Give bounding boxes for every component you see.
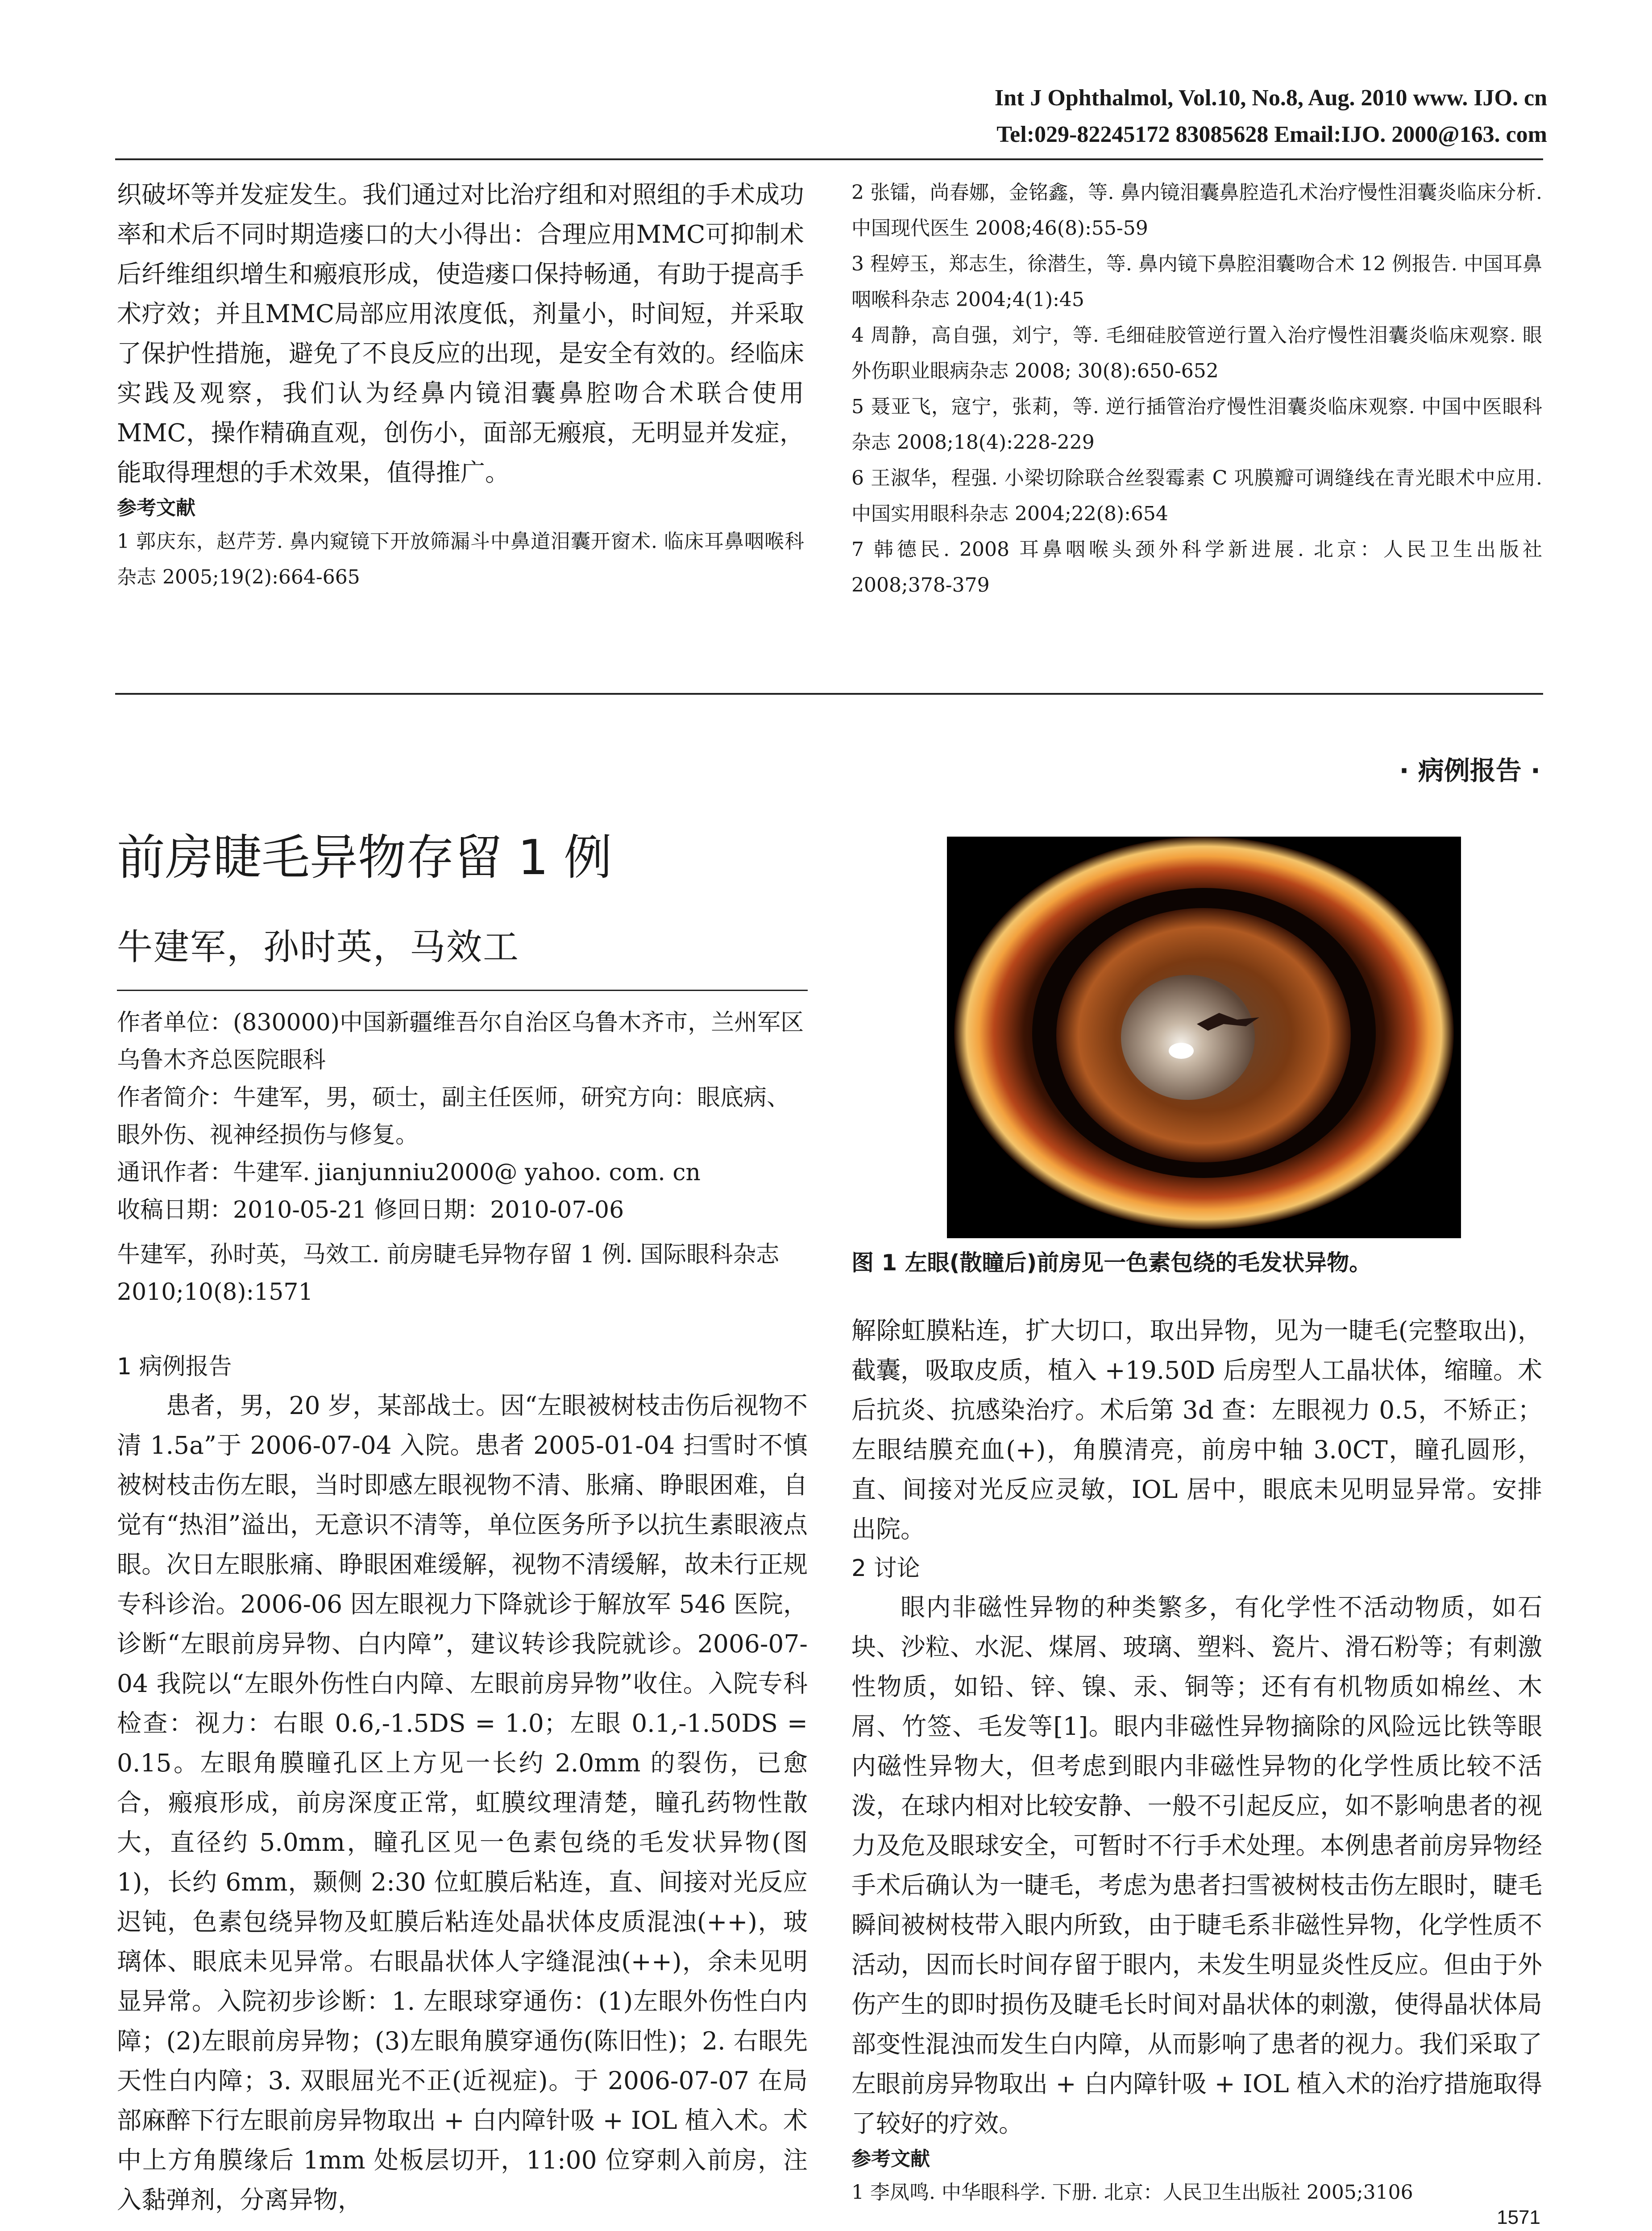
author-meta xyxy=(117,1004,808,1229)
prev-article-left-column xyxy=(117,175,804,595)
journal-header-line1: Int J Ophthalmol, Vol.10, No.8, Aug. 2010 www. IJO. cn xyxy=(994,85,1547,111)
case-report-continued: 解除虹膜粘连，扩大切口，取出异物，见为一睫毛(完整取出)，截囊，吸取皮质，植入 +19.50D 后房型人工晶状体，缩瞳。术后抗炎、抗感染治疗。术后第 3d 查：左眼视力 0.5，不矫正；左眼结膜充血(+)，角膜清亮，前房中轴 3.0CT，瞳孔圆形，直、间接对光反应灵敏，IOL 居中，眼底未见明显异常。安排出院。 xyxy=(851,1316,1542,1543)
page-number: 1571 xyxy=(1497,2206,1540,2228)
article-authors: 牛建军，孙时英，马效工 xyxy=(117,926,519,968)
prev-article-paragraph: 织破坏等并发症发生。我们通过对比治疗组和对照组的手术成功率和术后不同时期造瘘口的大小得出：合理应用MMC可抑制术后纤维组织增生和瘢痕形成，使造瘘口保持畅通，有助于提高手术疗效；并且MMC局部应用浓度低，剂量小，时间短，并采取了保护性措施，避免了不良反应的出现，是安全有效的。经临床实践及观察，我们认为经鼻内镜泪囊鼻腔吻合术联合使用MMC，操作精确直观，创伤小，面部无瘢痕，无明显并发症，能取得理想的手术效果，值得推广。 xyxy=(117,180,805,487)
author-affiliation: 作者单位：(830000)中国新疆维吾尔自治区乌鲁木齐市，兰州军区乌鲁木齐总医院眼科 xyxy=(117,1009,804,1074)
meta-rule xyxy=(117,990,808,991)
article-separator-rule xyxy=(115,693,1543,695)
section-heading-discussion: 2 讨论 xyxy=(851,1555,920,1582)
figure-1-eye-photo xyxy=(947,837,1461,1238)
citation-block xyxy=(117,1236,808,1311)
section-heading-case-report: 1 病例报告 xyxy=(117,1353,232,1380)
prev-reference-item: 1 郭庆东，赵芹芳. 鼻内窥镜下开放筛漏斗中鼻道泪囊开窗术. 临床耳鼻咽喉科杂志 2005;19(2):664-665 xyxy=(117,530,804,589)
discussion-text: 眼内非磁性异物的种类繁多，有化学性不活动物质，如石块、沙粒、水泥、煤屑、玻璃、塑料、瓷片、滑石粉等；有刺激性物质，如铅、锌、镍、汞、铜等；还有有机物质如棉丝、木屑、竹签、毛发等[1]。眼内非磁性异物摘除的风险远比铁等眼内磁性异物大，但考虑到眼内非磁性异物的化学性质比较不活泼，在球内相对比较安静、一般不引起反应，如不影响患者的视力及危及眼球安全，可暂时不行手术处理。本例患者前房异物经手术后确认为一睫毛，考虑为患者扫雪被树枝击伤左眼时，睫毛瞬间被树枝带入眼内所致，由于睫毛系非磁性异物，化学性质不活动，因而长时间存留于眼内，未发生明显炎性反应。但由于外伤产生的即时损伤及睫毛长时间对晶状体的刺激，使得晶状体局部变性混浊而发生白内障，从而影响了患者的视力。我们采取了左眼前房异物取出 + 白内障针吸 + IOL 植入术的治疗措施取得了较好的疗效。 xyxy=(851,1593,1542,2138)
corresponding-author: 通讯作者：牛建军. jianjunniu2000@ yahoo. com. cn xyxy=(117,1159,701,1186)
case-report-text: 患者，男，20 岁，某部战士。因“左眼被树枝击伤后视物不清 1.5a”于 2006-07-04 入院。患者 2005-01-04 扫雪时不慎被树枝击伤左眼，当时即感左眼视物不清、胀痛、睁眼困难，自觉有“热泪”溢出，无意识不清等，单位医务所予以抗生素眼液点眼。次日左眼胀痛、睁眼困难缓解，视物不清缓解，故未行正规专科诊治。2006-06 因左眼视力下降就诊于解放军 546 医院，诊断“左眼前房异物、白内障”，建议转诊我院就诊。2006-07-04 我院以“左眼外伤性白内障、左眼前房异物”收住。入院专科检查：视力：右眼 0.6,-1.5DS = 1.0；左眼 0.1,-1.50DS = 0.15。左眼角膜瞳孔区上方见一长约 2.0mm 的裂伤，已愈合，瘢痕形成，前房深度正常，虹膜纹理清楚，瞳孔药物性散大，直径约 5.0mm，瞳孔区见一色素包绕的毛发状异物(图 1)，长约 6mm，颞侧 2:30 位虹膜后粘连，直、间接对光反应迟钝，色素包绕异物及虹膜后粘连处晶状体皮质混浊(++)，玻璃体、眼底未见异常。右眼晶状体人字缝混浊(++)，余未见明显异常。入院初步诊断：1. 左眼球穿通伤：(1)左眼外伤性白内障；(2)左眼前房异物；(3)左眼角膜穿通伤(陈旧性)；2. 右眼先天性白内障；3. 双眼屈光不正(近视症)。于 2006-07-07 在局部麻醉下行左眼前房异物取出 + 白内障针吸 + IOL 植入术。术中上方角膜缘后 1mm 处板层切开，11:00 位穿刺入前房，注入黏弹剂，分离异物， xyxy=(117,1391,808,2214)
prev-reference-item: 7 韩德民. 2008 耳鼻咽喉头颈外科学新进展. 北京：人民卫生出版社 2008;378-379 xyxy=(851,538,1542,597)
prev-reference-item: 4 周静，高自强，刘宁，等. 毛细硅胶管逆行置入治疗慢性泪囊炎临床观察. 眼外伤职业眼病杂志 2008; 30(8):650-652 xyxy=(851,324,1542,382)
author-bio: 作者简介：牛建军，男，硕士，副主任医师，研究方向：眼底病、眼外伤、视神经损伤与修复。 xyxy=(117,1084,790,1149)
prev-reference-item: 3 程婷玉，郑志生，徐潜生，等. 鼻内镜下鼻腔泪囊吻合术 12 例报告. 中国耳鼻咽喉科杂志 2004;4(1):45 xyxy=(851,253,1542,311)
journal-header-line2: Tel:029-82245172 83085628 Email:IJO. 2000@163. com xyxy=(996,122,1547,147)
prev-article-right-column xyxy=(851,175,1542,603)
header-rule xyxy=(115,158,1543,160)
prev-reference-item: 2 张镭，尚春娜，金铭鑫，等. 鼻内镜泪囊鼻腔造孔术治疗慢性泪囊炎临床分析. 中国现代医生 2008;46(8):55-59 xyxy=(851,181,1542,240)
body-left-column xyxy=(117,1348,808,2220)
refs-title: 参考文献 xyxy=(851,2148,930,2170)
figure-1-caption: 图 1 左眼(散瞳后)前房见一色素包绕的毛发状异物。 xyxy=(851,1250,1372,1276)
citation-text: 牛建军，孙时英，马效工. 前房睫毛异物存留 1 例. 国际眼科杂志 2010;10(8):1571 xyxy=(117,1241,780,1306)
body-right-column xyxy=(851,1311,1542,2210)
prev-reference-item: 5 聂亚飞，寇宁，张莉，等. 逆行插管治疗慢性泪囊炎临床观察. 中国中医眼科杂志 2008;18(4):228-229 xyxy=(851,395,1542,454)
eye-photo-illustration xyxy=(947,837,1461,1238)
prev-reference-item: 6 王淑华，程强. 小梁切除联合丝裂霉素 C 巩膜瓣可调缝线在青光眼术中应用. 中国实用眼科杂志 2004;22(8):654 xyxy=(851,467,1542,525)
section-tag: · 病例报告 · xyxy=(1399,755,1540,786)
reference-item: 1 李凤鸣. 中华眼科学. 下册. 北京：人民卫生出版社 2005;3106 xyxy=(851,2181,1413,2204)
received-revised-dates: 收稿日期：2010-05-21 修回日期：2010-07-06 xyxy=(117,1197,624,1223)
article-title: 前房睫毛异物存留 1 例 xyxy=(117,830,612,886)
prev-refs-title: 参考文献 xyxy=(117,497,195,519)
